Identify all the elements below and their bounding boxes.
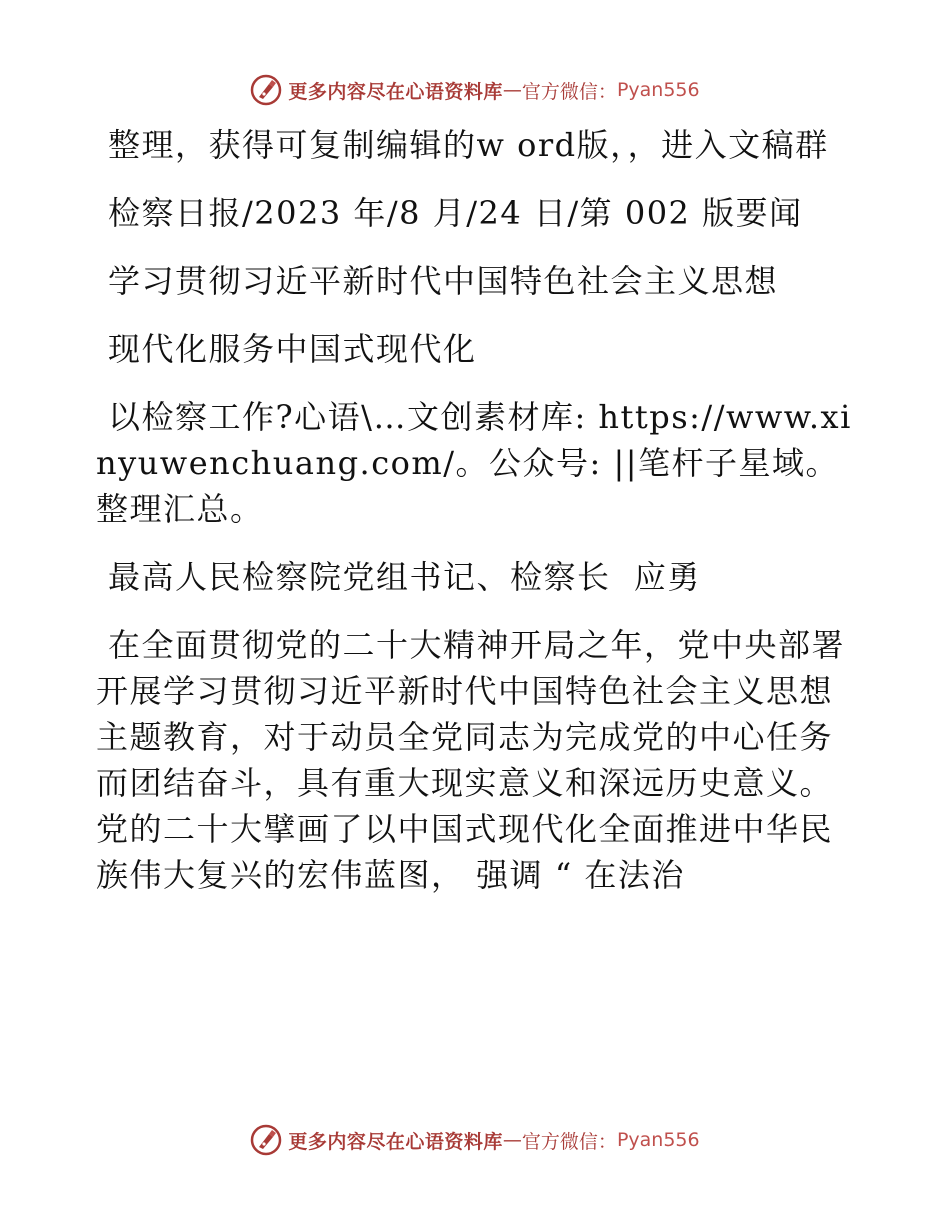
footer-watermark [0, 1120, 950, 1160]
watermark-wechat-id: Pyan556 [616, 1129, 700, 1151]
intro-paragraph: 整理，获得可复制编辑的w ord版，，进入文稿群 [108, 126, 829, 164]
watermark-dash: — [502, 79, 522, 101]
headline-title: 现代化服务中国式现代化 [108, 330, 477, 368]
watermark-wechat-id: Pyan556 [616, 79, 700, 101]
headline-kicker: 学习贯彻习近平新时代中国特色社会主义思想 [108, 262, 779, 300]
pen-nib-logo-icon [250, 74, 282, 106]
header-watermark [0, 70, 950, 110]
watermark-brand: 更多内容尽在心语资料库 [288, 80, 503, 103]
document-body [96, 122, 856, 898]
source-line: 检察日报/2023 年/8 月/24 日/第 002 版要闻 [108, 194, 803, 232]
watermark-dash: — [502, 1129, 522, 1151]
watermark-wechat-label: 官方微信： [521, 1130, 617, 1153]
body-paragraph: 在全面贯彻党的二十大精神开局之年，党中央部署开展学习贯彻习近平新时代中国特色社会主义思想主题教育，对于动员全党同志为完成党的中心任务而团结奋斗，具有重大现实意义和深远历史意义。 党的二十大擘画了以中国式现代化全面推进中华民族伟大复兴的宏伟蓝图， 强调 “ 在法治 [96, 626, 846, 894]
author-line: 最高人民检察院党组书记、检察长 应勇 [108, 558, 701, 596]
source-note: 以检察工作?心语\…文创素材库: https://www.xinyuwenchuang.com/。公众号: ||笔杆子星域。整理汇总。 [96, 398, 852, 528]
watermark-wechat-label: 官方微信： [521, 80, 617, 103]
pen-nib-logo-icon [250, 1124, 282, 1156]
watermark-brand: 更多内容尽在心语资料库 [288, 1130, 503, 1153]
